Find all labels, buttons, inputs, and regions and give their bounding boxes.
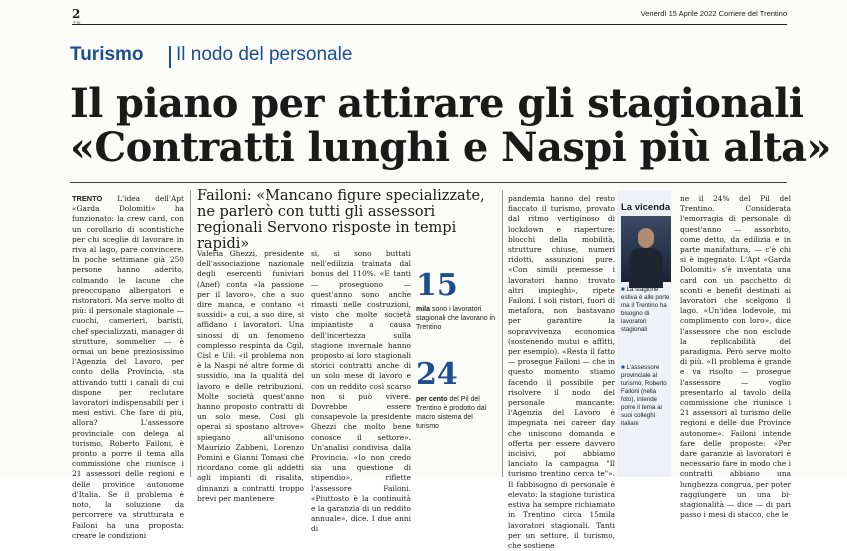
article-column-3: si, si sono buttati nell'edilizia trainata dal bonus del 110%. «E tanti — proseguono — quest'anno sono anche rimasti nelle costruzioni, visto che molte società impiantiste a causa dell'incertezza sulla stagione invernale hanno proposto ai loro stagionali storici contratti anche di un solo mese di lavoro e con un reddito così scarso non si può vivere. Dovrebbe essere consapevole la presidente Ghezzi che molto bene conosce il settore». Un'analisi condivisa dalla Provincia. «Io non credo sia una questione di stipendio», riflette l'assessore Failoni. «Piuttosto è la continuità e la garanzia di un reddito annuale», dice. I due anni di	[311, 249, 411, 534]
stat-number-2: 24	[416, 357, 458, 392]
person-photo-icon	[621, 216, 671, 282]
headline-line-2: «Contratti lunghi e Naspi più alta»	[70, 124, 831, 171]
stat-text-2	[416, 395, 496, 431]
article-column-2: Valeria Ghezzi, presidente dell'associazione nazionale degli esercenti funiviari (Anef) conta «la passione per il lavoro», che a suo dire manca, e contano «i sussidi» a cui, a suo dire, si affidano i lavoratori. Una sinossi di un fenomeno complesso respinta da Cgil, Cisl e Uil: «il problema non è la Naspi né altre forme di sussidio, ma la qualità del lavoro e delle retribuzioni. Molte società quest'anno hanno proposto contratti di un solo mese. Così gli operai si spostano altrove» spiegano all'unisono Maurizio Zabbeni, Lorenzo Pomini e Gianni Tomasi che ricordano come gli addetti agli impianti di risalita, dinnanzi a contratti troppo brevi per mantenere	[197, 249, 304, 503]
stat-number-1: 15	[416, 268, 458, 303]
bullet-icon: ■	[621, 286, 627, 293]
photo-caption-1	[621, 286, 671, 334]
caption-1-text: La stagione estiva è alle porte ma il Trentino ha bisogno di lavoratori stagionali	[621, 286, 670, 333]
caption-2-text: L'assessore provinciale al turismo, Roberto Failoni (nella foto), intende porre il tema ai suoi colleghi italiani	[621, 364, 667, 427]
page-number: 2	[72, 7, 81, 21]
section-separator	[169, 46, 171, 68]
headline-line-1: Il piano per attirare gli stagionali	[70, 80, 804, 127]
bullet-icon: ■	[621, 364, 627, 371]
stat-desc-2: del Pil del Trentino è prodotto dal macro sistema del turismo	[416, 396, 487, 430]
section-label: Turismo	[70, 44, 144, 65]
article-dateline: TRENTO	[72, 194, 103, 203]
subheadline: Failoni: «Mancano figure specializzate, ne parlerò con tutti gli assessori regionali Servono risposte in tempi rapidi»	[197, 188, 485, 252]
headline-rule	[70, 182, 787, 183]
sidebar-title: La vicenda	[621, 202, 671, 213]
photo-caption-2	[621, 364, 671, 428]
dateline: Venerdì 15 Aprile 2022 Corriere del Trentino	[640, 9, 787, 18]
section-topic: Il nodo del personale	[176, 44, 353, 65]
article-column-1	[72, 194, 184, 540]
stat-desc-1: sono i lavoratori stagionali che lavorano in Trentino	[416, 306, 495, 331]
column-divider	[502, 190, 503, 477]
stat-unit-1: mila	[416, 306, 431, 313]
stat-unit-2: per cento	[416, 396, 448, 403]
article-column-5: ne il 24% del Pil del Trentino. Considerata l'emorragia di personale di quest'anno — assorbito, come detto, da edilizia e in parte manifattura, — c'è chi si è ingegnato. L'Apt «Garda Dolomiti» s'è inventata una card con un pacchetto di sconti e benefit destinati ai lavoratori che scelgono il lago. «Un'idea lodevole, mi complimento con loro», dice l'assessore che non esclude la replicabilità del paradigma. Però serve molto di più. «Il problema è grande e va risolto — prosegue l'assessore — voglio presentarlo al tavolo della commissione che riunisce i 21 assessori al turismo delle regioni e delle due Province autonome». Failoni intende fare delle proposte: «Per dare garanzie ai lavoratori è necessario fare in modo che i contratti abbiano una lunghezza congrua, per poter raggiungere un una bi-stagionalità — dice — di pari passo i mesi di stacco, che le	[680, 194, 791, 520]
article-column-4: pandemia hanno del resto fiaccato il turismo, provato dal ritmo vertiginoso di lockdown e riaperture: blocchi della mobilità, strutture chiuse, numeri ridotti, assunzioni pure. «Con simili premesse i lavoratori hanno trovato altri impieghi», ripete Failoni. I soli ristori, fuori di metafora, non bastavano per garantire la sopravvivenza economica (sostenendo mutui e affitti, per esempio). «Resta il fatto — prosegue Failoni — che in questo momento stiamo facendo il possibile per risolvere il nodo del personale mancante: l'Agenzia del Lavoro è impegnata nei career day che uniscono domanda e offerta per essere davvero incisivi, poi abbiamo lanciato la campagna "Il turismo trentino cerca te"». Il fabbisogno di personale è elevato: la stagione turistica estiva ha sempre richiamato in Trentino circa 15mila lavoratori stagionali. Tanti per un settore, il turismo, che sostiene	[508, 194, 616, 550]
stat-text-1	[416, 305, 496, 332]
column-divider	[190, 190, 191, 477]
article-column-1-text: L'idea dell'Apt «Garda Dolomiti» ha funzionato: la crew card, con un corollario di scontistiche per chi sceglie di lavorare in riva al lago, pare convincere. In poche settimane già 250 persone hanno aderito, colmando le lacune che preoccupano albergatori e ristoratori. Ma serve molto di più: il personale stagionale — cuochi, camerieri, baristi, chef specializzati, manager di strutture, sommelier — è ormai un bene preziosissimo l'Agenzia del Lavoro, per conto della Provincia, sta attivando tutti i canali di cui dispone per reclutare lavoratori indispensabili per i mesi estivi. Che fare di più, allora? L'assessore provinciale con delega al turismo, Roberto Failoni, è pronto a porre il tema alla commissione che riunisce i 21 assessori delle regioni e delle province autonome d'Italia. Se il problema è noto, la soluzione da percorrere va strutturata e Failoni ha una proposta: creare le condizioni	[72, 194, 184, 540]
top-rule	[72, 24, 787, 25]
